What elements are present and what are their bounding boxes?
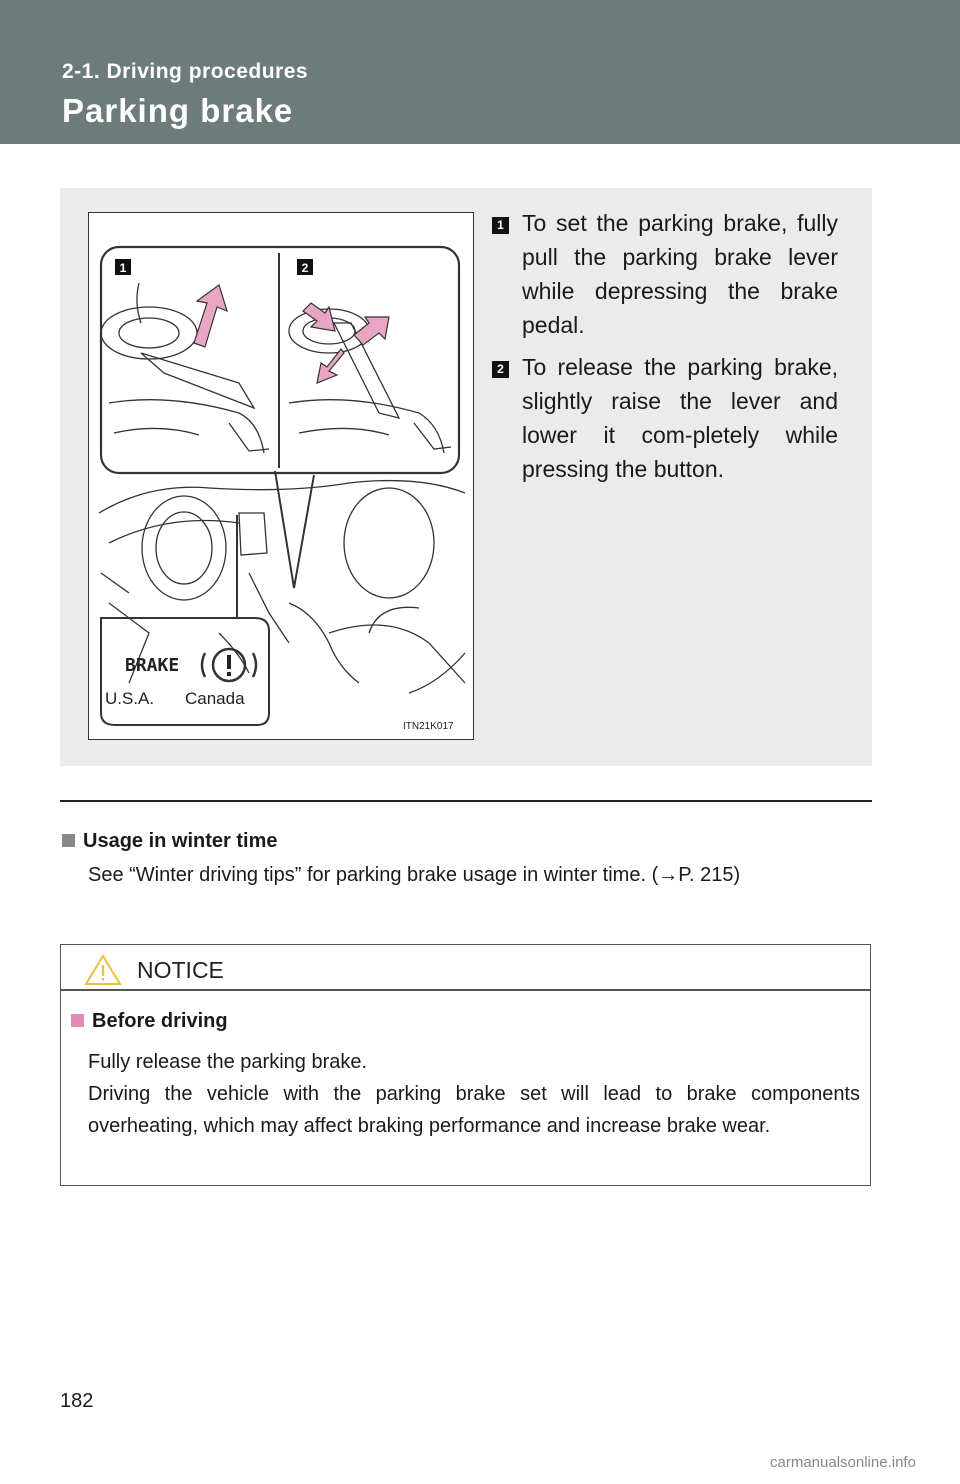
section-divider	[60, 800, 872, 802]
parking-brake-illustration	[88, 212, 474, 740]
notice-header	[83, 953, 224, 987]
chapter-header	[0, 0, 960, 144]
page-number: 182	[60, 1390, 94, 1412]
section-title: 2-1. Driving procedures	[62, 60, 309, 83]
brake-indicator-text: BRAKE	[125, 655, 180, 676]
usage-note-title: Usage in winter time	[83, 830, 278, 852]
watermark: carmanualsonline.info	[770, 1454, 916, 1471]
usage-note-body: See “Winter driving tips” for parking brake usage in winter time. (→P. 215)	[88, 864, 741, 886]
notice-subheading	[71, 1010, 228, 1033]
notice-subheading-text: Before driving	[92, 1010, 228, 1032]
square-bullet-icon	[62, 834, 75, 847]
page-title: Parking brake	[62, 92, 294, 129]
notice-line-2: Driving the vehicle with the parking brake set will lead to brake components overheating, which may affect braking performance and increase brake wear.	[88, 1083, 860, 1137]
image-code: ITN21K017	[403, 721, 454, 732]
label-canada: Canada	[185, 689, 245, 708]
notice-body	[88, 1046, 860, 1142]
step-number: 1	[492, 217, 509, 234]
step-number: 2	[492, 361, 509, 378]
svg-text:2: 2	[301, 261, 309, 275]
svg-text:1: 1	[119, 261, 127, 275]
step-item-1	[492, 206, 838, 342]
notice-divider	[61, 989, 870, 991]
notice-box	[60, 944, 871, 1186]
step-item-2	[492, 350, 838, 486]
step-text: To set the parking brake, fully pull the parking brake lever while depressing the brake pedal.	[522, 210, 838, 338]
notice-line-1: Fully release the parking brake.	[88, 1051, 368, 1073]
notice-label: NOTICE	[137, 957, 224, 983]
label-usa: U.S.A.	[105, 689, 155, 708]
usage-note-heading	[62, 830, 278, 853]
warning-triangle-icon	[83, 953, 123, 987]
square-bullet-icon	[71, 1014, 84, 1027]
step-text: To release the parking brake, slightly raise the lever and lower it com-pletely while pressing the button.	[522, 354, 838, 482]
step-list	[492, 206, 838, 494]
